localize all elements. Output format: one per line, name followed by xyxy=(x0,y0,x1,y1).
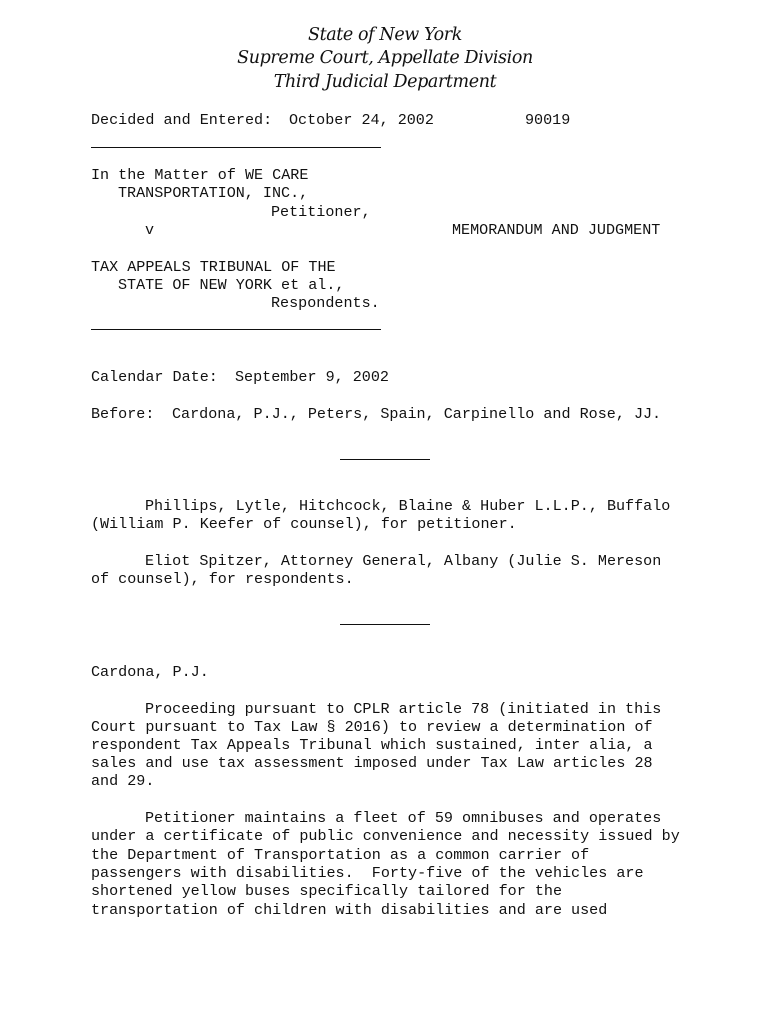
paragraph-1-line: sales and use tax assessment imposed under Tax Law articles 28 xyxy=(91,754,653,772)
counsel-petitioner-line2: (William P. Keefer of counsel), for petitioner. xyxy=(91,515,517,533)
respondent-role: Respondents. xyxy=(271,294,380,312)
decided-label: Decided and Entered: xyxy=(91,111,273,129)
paragraph-1-line: Proceeding pursuant to CPLR article 78 (initiated in this xyxy=(145,700,662,718)
caption-top-rule xyxy=(91,147,381,148)
caption-bottom-rule xyxy=(91,329,381,330)
paragraph-2-line: shortened yellow buses specifically tailored for the xyxy=(91,882,563,900)
header-court: Supreme Court, Appellate Division xyxy=(237,48,533,68)
header-state: State of New York xyxy=(308,25,462,45)
counsel-respondent-line1: Eliot Spitzer, Attorney General, Albany (Julie S. Mereson xyxy=(145,552,662,570)
before-judges: Cardona, P.J., Peters, Spain, Carpinello and Rose, JJ. xyxy=(172,405,662,423)
before-label: Before: xyxy=(91,405,155,423)
paragraph-2-line: Petitioner maintains a fleet of 59 omnibuses and operates xyxy=(145,809,662,827)
versus: v xyxy=(145,221,155,239)
paragraph-1-line: Court pursuant to Tax Law § 2016) to review a determination of xyxy=(91,718,653,736)
counsel-respondent-line2: of counsel), for respondents. xyxy=(91,570,354,588)
section-divider-2 xyxy=(340,624,430,625)
paragraph-2-line: under a certificate of public convenience and necessity issued by xyxy=(91,827,680,845)
petitioner-role: Petitioner, xyxy=(271,203,371,221)
docket-number: 90019 xyxy=(525,111,571,129)
respondent-name-line2: STATE OF NEW YORK et al., xyxy=(118,276,345,294)
paragraph-1-line: respondent Tax Appeals Tribunal which sustained, inter alia, a xyxy=(91,736,653,754)
decided-date: October 24, 2002 xyxy=(289,111,434,129)
respondent-name-line1: TAX APPEALS TRIBUNAL OF THE xyxy=(91,258,336,276)
counsel-petitioner-line1: Phillips, Lytle, Hitchcock, Blaine & Huber L.L.P., Buffalo xyxy=(145,497,671,515)
paragraph-2-line: passengers with disabilities. Forty-five of the vehicles are xyxy=(91,864,644,882)
petitioner-name-line1: In the Matter of WE CARE xyxy=(91,166,309,184)
document-title: MEMORANDUM AND JUDGMENT xyxy=(452,221,661,239)
petitioner-name-line2: TRANSPORTATION, INC., xyxy=(118,184,309,202)
calendar-label: Calendar Date: xyxy=(91,368,218,386)
header-department: Third Judicial Department xyxy=(273,72,497,92)
calendar-date: September 9, 2002 xyxy=(235,368,389,386)
paragraph-2-line: the Department of Transportation as a common carrier of xyxy=(91,846,590,864)
paragraph-1-line: and 29. xyxy=(91,772,155,790)
opinion-author: Cardona, P.J. xyxy=(91,663,209,681)
section-divider-1 xyxy=(340,459,430,460)
paragraph-2-line: transportation of children with disabilities and are used xyxy=(91,901,608,919)
